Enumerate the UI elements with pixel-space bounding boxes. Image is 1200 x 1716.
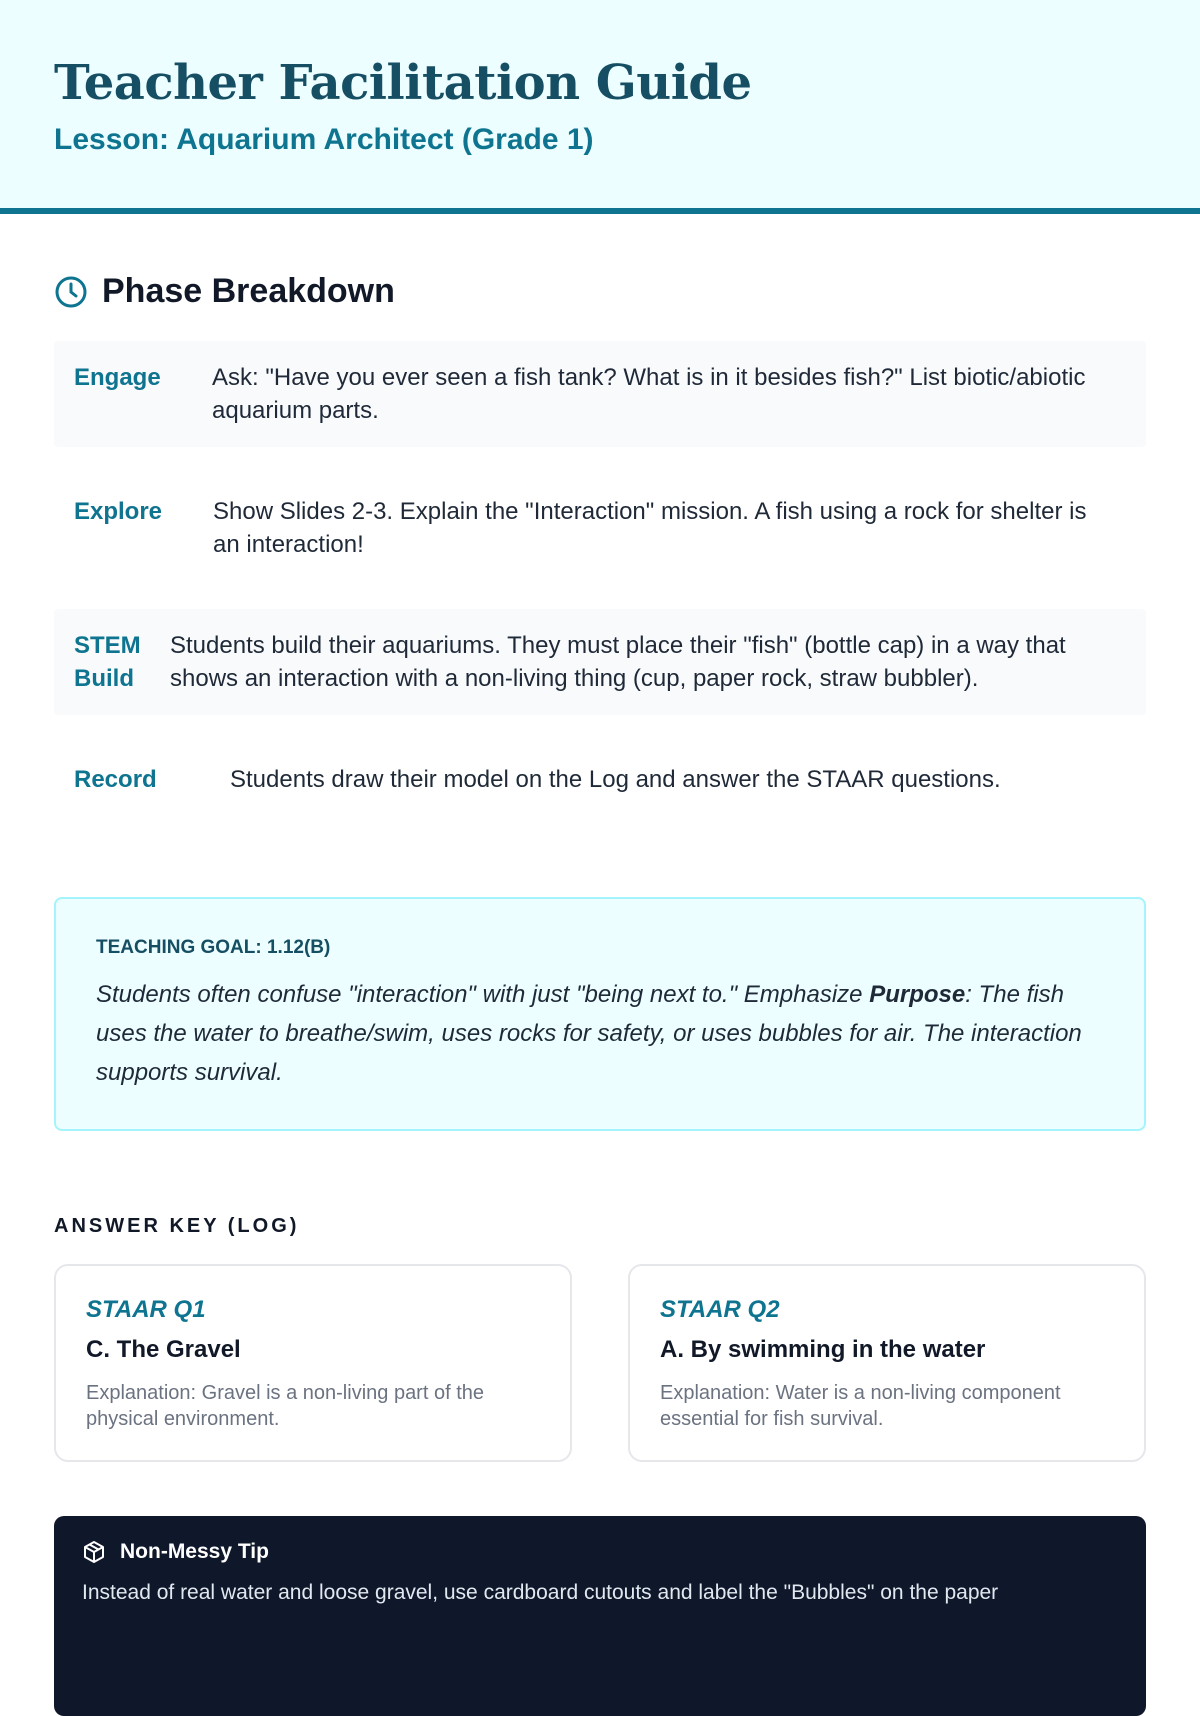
goal-text-part: Students often confuse "interaction" with just "being next to." Emphasize bbox=[96, 981, 870, 1008]
answer-card-q2 bbox=[628, 1264, 1146, 1462]
phase-row-record bbox=[54, 743, 1146, 849]
teaching-goal-box bbox=[54, 897, 1146, 1131]
answer-key-heading: ANSWER KEY (LOG) bbox=[54, 1215, 300, 1237]
page-title: Teacher Facilitation Guide bbox=[54, 55, 752, 111]
phase-row-stem-build bbox=[54, 609, 1146, 715]
cube-icon bbox=[82, 1540, 106, 1564]
tip-text: Instead of real water and loose gravel, use cardboard cutouts and label the "Bubbles" on the paper bbox=[82, 1581, 999, 1604]
card-answer: C. The Gravel bbox=[86, 1336, 241, 1363]
phase-label: Explore bbox=[74, 498, 163, 525]
phase-text: Students draw their model on the Log and answer the STAAR questions. bbox=[230, 766, 1001, 793]
goal-text-part: : The fish uses the water to breathe/swim, uses rocks for safety, or uses bubbles for air. The interaction supports survival. bbox=[96, 981, 1082, 1086]
card-explanation: Explanation: Gravel is a non-living part of the physical environment. bbox=[86, 1382, 484, 1430]
teaching-goal-title: TEACHING GOAL: 1.12(B) bbox=[96, 937, 331, 958]
answer-card-q1 bbox=[54, 1264, 572, 1462]
phase-row-explore bbox=[54, 475, 1146, 581]
page-header bbox=[0, 0, 1200, 214]
tip-header bbox=[82, 1540, 1118, 1564]
card-answer: A. By swimming in the water bbox=[660, 1336, 986, 1363]
phase-breakdown-heading bbox=[54, 272, 1146, 311]
answer-cards bbox=[54, 1264, 1146, 1462]
phase-row-engage bbox=[54, 341, 1146, 447]
phase-label: STEM Build bbox=[74, 632, 141, 692]
phase-text: Show Slides 2-3. Explain the "Interaction" mission. A fish using a rock for shelter is an interaction! bbox=[213, 498, 1087, 558]
phase-label: Record bbox=[74, 766, 157, 793]
phase-label: Engage bbox=[74, 364, 161, 391]
lesson-subtitle: Lesson: Aquarium Architect (Grade 1) bbox=[54, 123, 594, 157]
goal-emphasis: Purpose bbox=[869, 981, 966, 1008]
tip-title: Non-Messy Tip bbox=[120, 1540, 269, 1563]
teaching-goal-text bbox=[96, 975, 1104, 1092]
main-content bbox=[0, 272, 1200, 1716]
phase-text: Students build their aquariums. They must place their "fish" (bottle cap) in a way that shows an interaction with a non-living thing (cup, paper rock, straw bubbler). bbox=[170, 632, 1066, 692]
clock-icon bbox=[54, 275, 88, 309]
non-messy-tip-box bbox=[54, 1516, 1146, 1716]
card-question-label: STAAR Q2 bbox=[660, 1296, 780, 1323]
card-explanation: Explanation: Water is a non-living component essential for fish survival. bbox=[660, 1382, 1061, 1430]
phase-text: Ask: "Have you ever seen a fish tank? What is in it besides fish?" List biotic/abiotic aquarium parts. bbox=[212, 364, 1086, 424]
card-question-label: STAAR Q1 bbox=[86, 1296, 206, 1323]
section-title: Phase Breakdown bbox=[102, 272, 395, 310]
